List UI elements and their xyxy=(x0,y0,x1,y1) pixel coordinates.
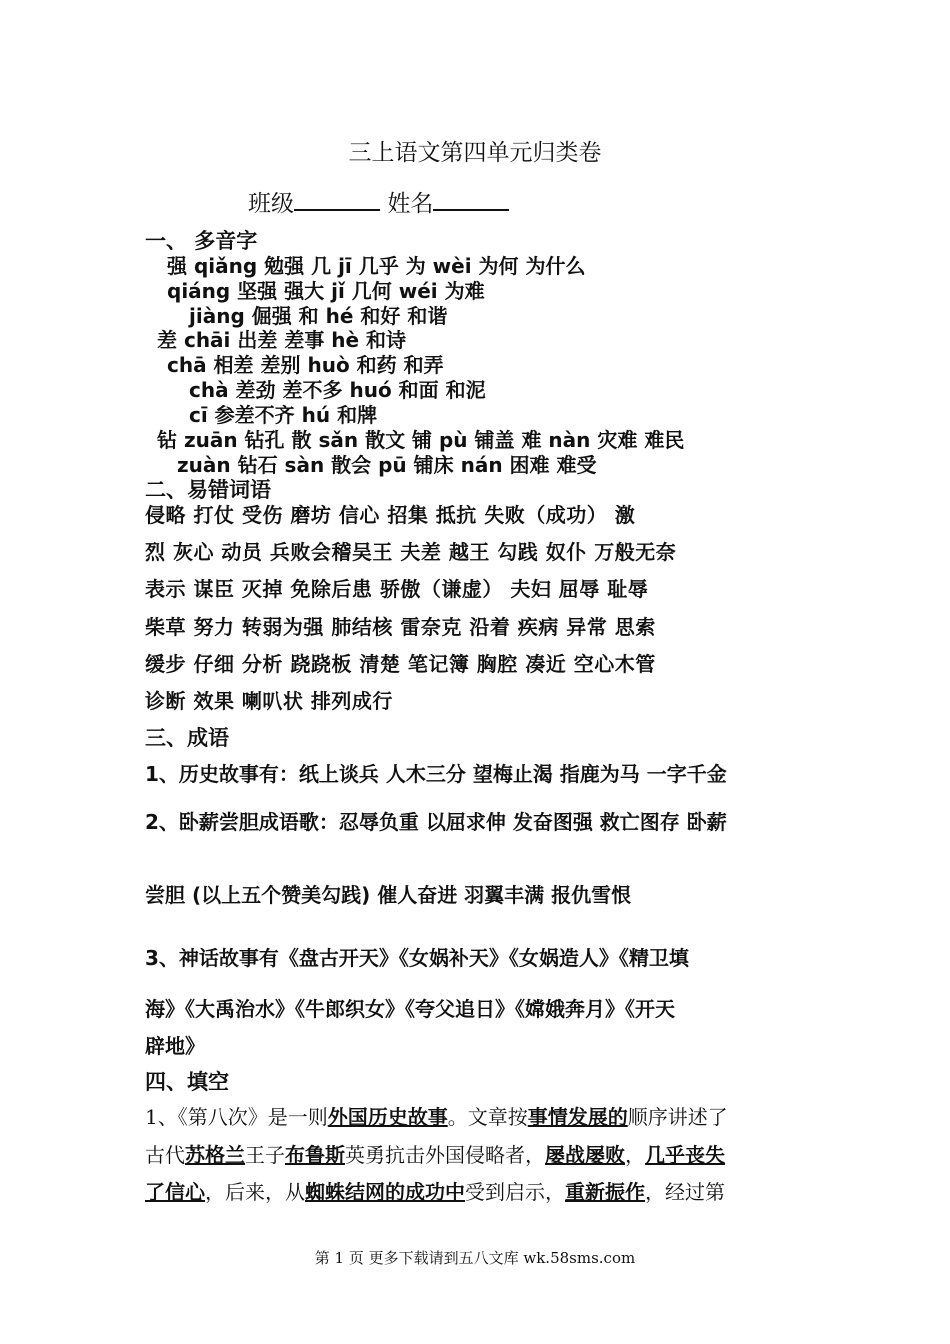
fill-text: 王子 xyxy=(245,1143,285,1167)
fill-line-2 xyxy=(145,1139,725,1168)
fill-answer: 了信心 xyxy=(145,1180,205,1204)
name-label: 姓名 xyxy=(387,191,434,217)
fill-text: 顺序讲述了 xyxy=(627,1105,728,1129)
fill-line-3 xyxy=(145,1176,725,1205)
word-row: 缓步 仔细 分析 跷跷板 清楚 笔记簿 胸腔 凑近 空心木管 xyxy=(145,652,656,676)
idiom-myth-line: 3、神话故事有《盘古开天》《女娲补天》《女娲造人》《精卫填 xyxy=(145,946,689,970)
page-footer: 第 1 页 更多下载请到五八文库 wk.58sms.com xyxy=(314,1249,636,1267)
fill-answer: 蜘蛛结网的成功中 xyxy=(305,1180,465,1204)
fill-answer: 重新振作 xyxy=(565,1180,645,1204)
section-heading-words: 二、易错词语 xyxy=(145,478,271,502)
class-label: 班级 xyxy=(248,191,294,217)
fill-answer: 屡战屡败 xyxy=(545,1143,625,1167)
polyphone-line: 强 qiǎng 勉强 几 jī 几乎 为 wèi 为何 为什么 xyxy=(167,254,586,278)
fill-answer: 苏格兰 xyxy=(185,1143,245,1167)
page-title: 三上语文第四单元归类卷 xyxy=(348,140,602,166)
word-row: 柴草 努力 转弱为强 肺结核 雷奈克 沿着 疾病 异常 思索 xyxy=(145,615,656,639)
fill-text: 古代 xyxy=(145,1143,185,1167)
polyphone-line: chā 相差 差别 huò 和药 和弄 xyxy=(167,353,444,377)
idiom-song-line: 尝胆 (以上五个赞美勾践) 催人奋进 羽翼丰满 报仇雪恨 xyxy=(145,883,632,907)
word-row: 表示 谋臣 灭掉 免除后患 骄傲（谦虚） 夫妇 屈辱 耻辱 xyxy=(145,577,649,601)
idiom-myth-line: 辟地》 xyxy=(145,1034,205,1058)
idiom-history-line: 1、历史故事有：纸上谈兵 人木三分 望梅止渴 指鹿为马 一字千金 xyxy=(145,762,727,786)
polyphone-line: zuàn 钻石 sàn 散会 pū 铺床 nán 困难 难受 xyxy=(177,453,597,477)
fill-text: 受到启示， xyxy=(465,1180,565,1204)
fill-text: ， xyxy=(625,1143,645,1167)
fill-answer: 外国历史故事 xyxy=(327,1105,448,1129)
word-row: 烈 灰心 动员 兵败会稽吴王 夫差 越王 勾践 奴仆 万般无奈 xyxy=(145,540,677,564)
idiom-song-line: 2、卧薪尝胆成语歌：忍辱负重 以屈求伸 发奋图强 救亡图存 卧薪 xyxy=(145,810,727,834)
section-heading-idioms: 三、成语 xyxy=(145,726,229,750)
fill-text: 英勇抗击外国侵略者， xyxy=(345,1143,545,1167)
fill-answer: 事情发展的 xyxy=(527,1105,628,1129)
class-name-line xyxy=(248,185,509,218)
class-blank xyxy=(294,187,380,211)
fill-text: 。文章按 xyxy=(447,1105,528,1129)
polyphone-line: chà 差劲 差不多 huó 和面 和泥 xyxy=(189,378,486,402)
polyphone-line: 钻 zuān 钻孔 散 sǎn 散文 铺 pù 铺盖 难 nàn 灾难 难民 xyxy=(157,428,685,452)
word-row: 侵略 打仗 受伤 磨坊 信心 招集 抵抗 失败（成功） 激 xyxy=(145,503,636,527)
idiom-myth-line: 海》《大禹治水》《牛郎织女》《夸父追日》《嫦娥奔月》《开天 xyxy=(145,997,675,1021)
polyphone-line: cī 参差不齐 hú 和牌 xyxy=(189,403,378,427)
fill-answer: 几乎丧失 xyxy=(645,1143,725,1167)
polyphone-line: jiàng 倔强 和 hé 和好 和谐 xyxy=(189,304,448,328)
name-blank xyxy=(433,187,509,211)
fill-line-1 xyxy=(145,1101,728,1130)
section-heading-polyphone: 一、 多音字 xyxy=(145,229,258,253)
word-row: 诊断 效果 喇叭状 排列成行 xyxy=(145,689,393,713)
polyphone-line: 差 chāi 出差 差事 hè 和诗 xyxy=(157,328,407,352)
fill-answer: 布鲁斯 xyxy=(285,1143,345,1167)
fill-text: ，后来，从 xyxy=(205,1180,305,1204)
fill-text: ，经过第 xyxy=(645,1180,725,1204)
polyphone-line: qiáng 坚强 强大 jǐ 几何 wéi 为难 xyxy=(167,279,485,303)
fill-text: 1、《第八次》是一则 xyxy=(145,1105,328,1129)
section-heading-fill: 四、填空 xyxy=(145,1070,229,1094)
